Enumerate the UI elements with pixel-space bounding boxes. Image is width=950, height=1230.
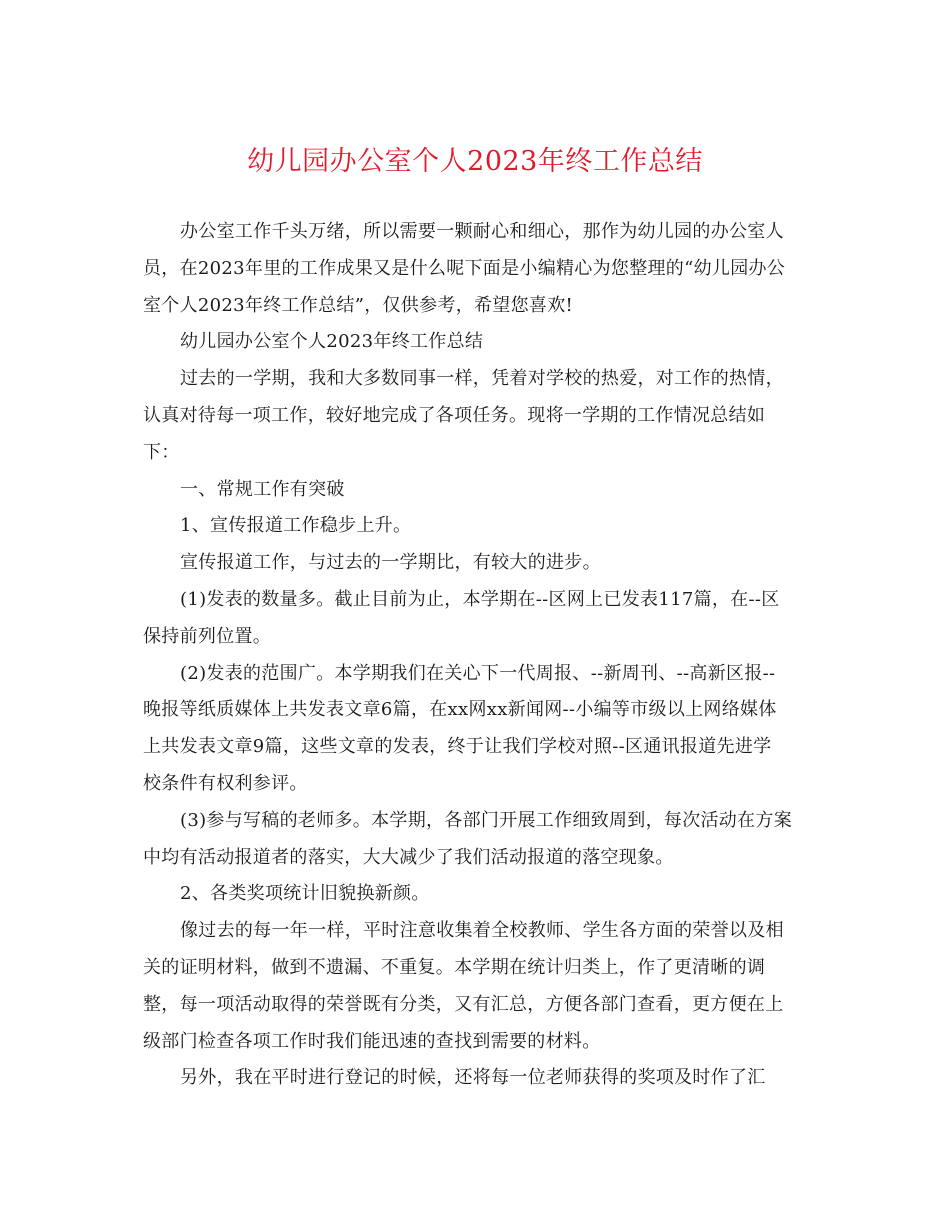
text-line: 校条件有权利参评。 (143, 772, 308, 794)
text-line: 幼儿园办公室个人2023年终工作总结 (180, 331, 484, 353)
text-line: 认真对待每一项工作，较好地完成了各项任务。现将一学期的工作情况总结如 (143, 404, 766, 426)
text-line: 室个人2023年终工作总结”，仅供参考，希望您喜欢! (143, 294, 574, 316)
text-line: 像过去的每一年一样，平时注意收集着全校教师、学生各方面的荣誉以及相 (180, 920, 784, 942)
text-line: 一、常规工作有突破 (180, 478, 345, 500)
document-body (143, 214, 811, 1097)
text-line: 关的证明材料，做到不遗漏、不重复。本学期在统计归类上，作了更清晰的调 (143, 956, 766, 978)
text-line: 宣传报道工作，与过去的一学期比，有较大的进步。 (180, 552, 601, 574)
text-line: (2)发表的范围广。本学期我们在关心下一代周报、--新周刊、--高新区报-- (180, 662, 776, 684)
text-line: 级部门检查各项工作时我们能迅速的查找到需要的材料。 (143, 1030, 601, 1052)
text-line: 保持前列位置。 (143, 625, 272, 647)
text-line: 上共发表文章9篇，这些文章的发表，终于让我们学校对照--区通讯报道先进学 (143, 736, 772, 758)
text-line: (1)发表的数量多。截止目前为止，本学期在--区网上已发表117篇，在--区 (180, 588, 780, 610)
text-line: 2、各类奖项统计旧貌换新颜。 (180, 883, 430, 905)
document-title: 幼儿园办公室个人2023年终工作总结 (247, 146, 703, 177)
text-line: 1、宣传报道工作稳步上升。 (180, 515, 412, 537)
text-line: 整，每一项活动取得的荣誉既有分类，又有汇总，方便各部门查看，更方便在上 (143, 993, 784, 1015)
text-line: 过去的一学期，我和大多数同事一样，凭着对学校的热爱，对工作的热情， (180, 368, 784, 390)
text-line: 另外，我在平时进行登记的时候，还将每一位老师获得的奖项及时作了汇 (180, 1067, 766, 1089)
text-line: 中均有活动报道者的落实，大大减少了我们活动报道的落空现象。 (143, 846, 674, 868)
text-line: (3)参与写稿的老师多。本学期，各部门开展工作细致周到，每次活动在方案 (180, 809, 792, 831)
text-line: 办公室工作千头万绪，所以需要一颗耐心和细心，那作为幼儿园的办公室人 (180, 221, 784, 242)
text-line: 晚报等纸质媒体上共发表文章6篇，在xx网xx新闻网--小编等市级以上网络媒体 (143, 699, 777, 721)
text-line: 下： (143, 441, 180, 463)
text-line: 员，在2023年里的工作成果又是什么呢下面是小编精心为您整理的“幼儿园办公 (143, 257, 786, 279)
